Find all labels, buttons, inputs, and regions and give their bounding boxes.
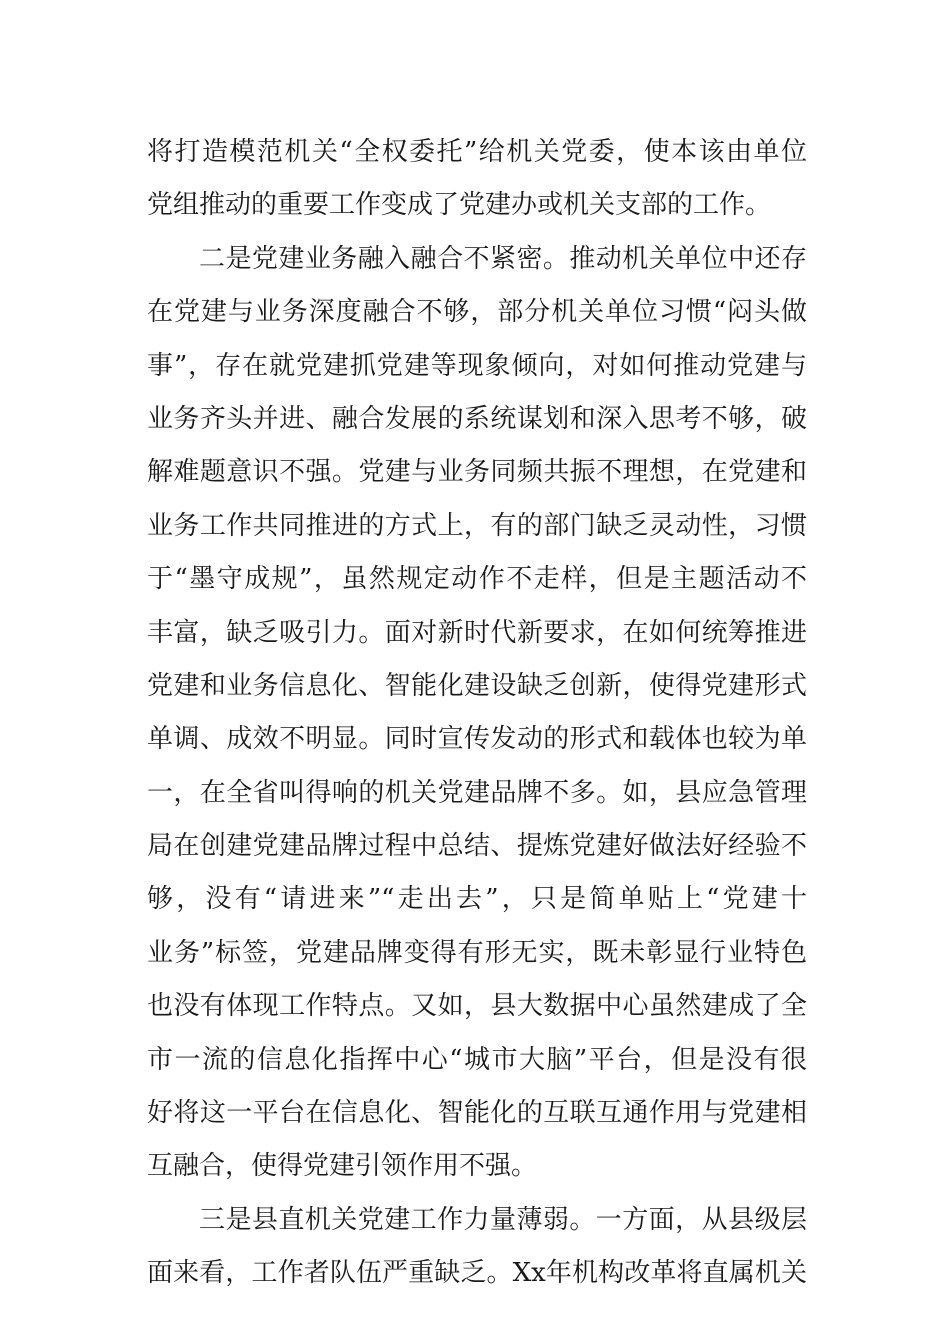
text-line: 党建和业务信息化、智能化建设缺乏创新，使得党建形式 <box>147 670 807 701</box>
text-line: 丰富，缺乏吸引力。面对新时代新要求，在如何统筹推进 <box>147 617 807 648</box>
text-line: 党组推动的重要工作变成了党建办或机关支部的工作。 <box>147 190 772 221</box>
text-line: 一，在全省叫得响的机关党建品牌不多。如，县应急管理 <box>147 777 807 808</box>
text-line: 单调、成效不明显。同时宣传发动的形式和载体也较为单 <box>147 724 807 755</box>
paragraph-start-line: 二是党建业务融入融合不紧密。推动机关单位中还存 <box>199 243 807 274</box>
text-line: 业务齐头并进、融合发展的系统谋划和深入思考不够，破 <box>147 403 807 434</box>
text-line: 业务”标签，党建品牌变得有形无实，既未彰显行业特色 <box>147 937 807 968</box>
text-line: 将打造模范机关“全权委托”给机关党委，使本该由单位 <box>147 137 807 167</box>
text-line: 面来看，工作者队伍严重缺乏。Xx年机构改革将直属机关 <box>147 1258 807 1289</box>
text-line: 够，没有“请进来”“走出去”，只是简单贴上“党建十 <box>147 884 807 915</box>
text-line: 局在创建党建品牌过程中总结、提炼党建好做法好经验不 <box>147 831 807 862</box>
text-line: 事”，存在就党建抓党建等现象倾向，对如何推动党建与 <box>147 350 807 381</box>
text-line: 也没有体现工作特点。又如，县大数据中心虽然建成了全 <box>147 991 807 1022</box>
text-line: 业务工作共同推进的方式上，有的部门缺乏灵动性，习惯 <box>147 510 807 541</box>
text-line: 解难题意识不强。党建与业务同频共振不理想，在党建和 <box>147 457 807 488</box>
text-line: 互融合，使得党建引领作用不强。 <box>147 1151 538 1182</box>
text-line: 于“墨守成规”，虽然规定动作不走样，但是主题活动不 <box>147 564 807 595</box>
text-line: 好将这一平台在信息化、智能化的互联互通作用与党建相 <box>147 1098 807 1129</box>
text-line: 市一流的信息化指挥中心“城市大脑”平台，但是没有很 <box>147 1044 807 1075</box>
text-line: 在党建与业务深度融合不够，部分机关单位习惯“闷头做 <box>147 297 807 328</box>
paragraph-start-line: 三是县直机关党建工作力量薄弱。一方面，从县级层 <box>199 1204 807 1235</box>
body-text <box>147 126 807 1301</box>
